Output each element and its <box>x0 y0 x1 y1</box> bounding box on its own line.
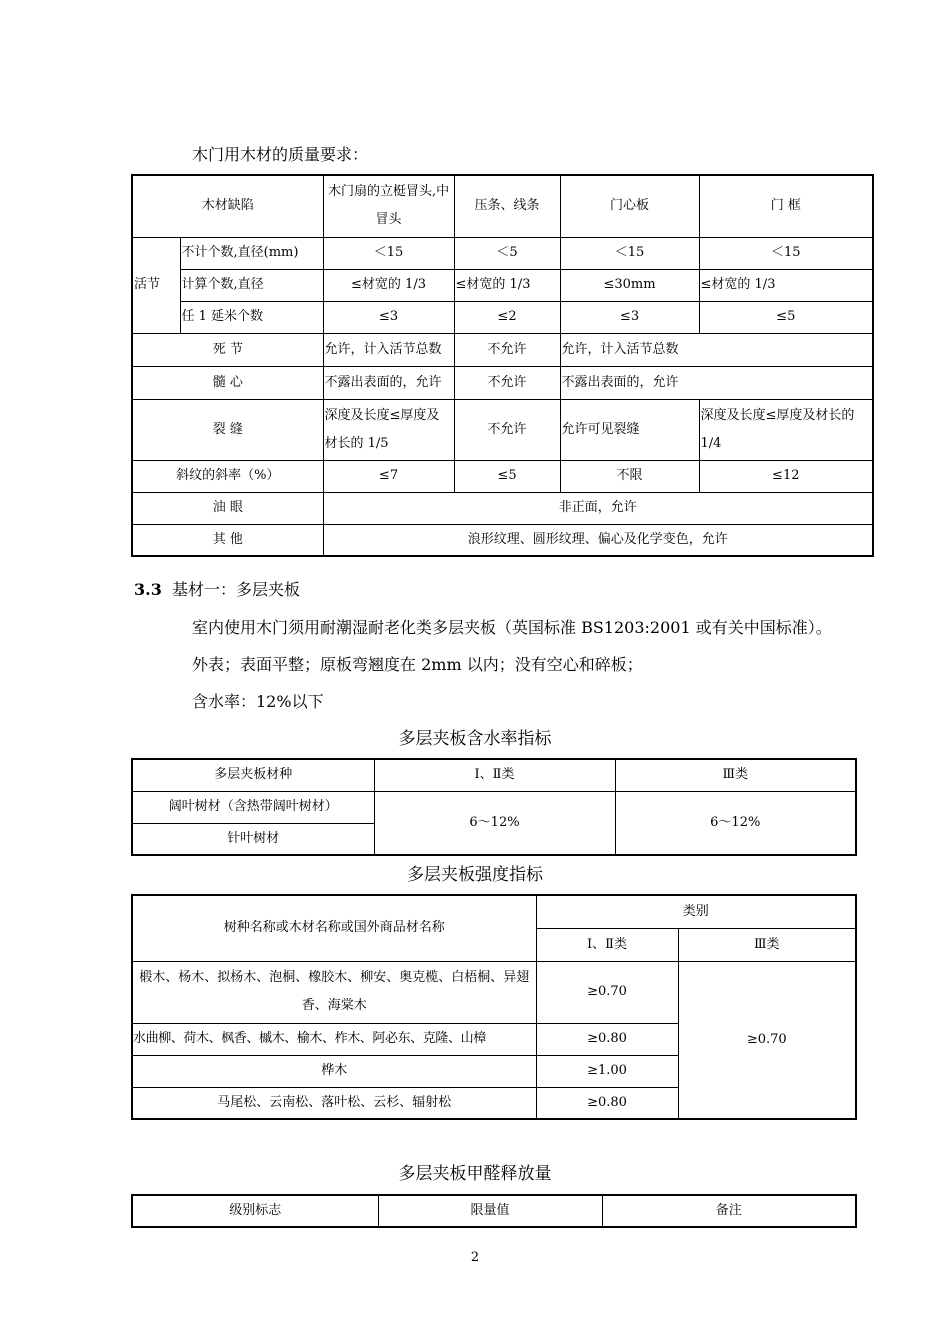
cell: ≤5 <box>454 460 560 492</box>
wood-quality-table <box>131 174 874 557</box>
header-class-3: Ⅲ类 <box>615 759 856 791</box>
cell: 深度及长度≤厚度及材长的 1/5 <box>323 399 454 460</box>
row-species: 桦木 <box>132 1055 536 1087</box>
cell: 浪形纹理、圆形纹理、偏心及化学变色，允许 <box>323 524 873 556</box>
section-title: 基材一：多层夹板 <box>172 580 301 599</box>
header-class-1-2: Ⅰ、Ⅱ类 <box>374 759 615 791</box>
cell: ＜15 <box>699 237 873 269</box>
live-knot-label: 活节 <box>132 237 180 333</box>
row-per-meter-label: 任 1 延米个数 <box>180 301 323 333</box>
row-species: 水曲柳、荷木、枫香、槭木、榆木、柞木、阿必东、克隆、山樟 <box>132 1023 536 1055</box>
row-slope-label: 斜纹的斜率（%） <box>132 460 323 492</box>
header-limit: 限量值 <box>378 1195 602 1227</box>
row-softwood: 针叶树材 <box>132 823 374 855</box>
strength-table-caption: 多层夹板强度指标 <box>407 865 543 885</box>
row-counted-label: 计算个数,直径 <box>180 269 323 301</box>
header-panel: 门心板 <box>560 175 699 237</box>
cell: ≤3 <box>560 301 699 333</box>
header-bead: 压条、线条 <box>454 175 560 237</box>
cell: 允许可见裂缝 <box>560 399 699 460</box>
cell: 不允许 <box>454 366 560 399</box>
cell: 允许，计入活节总数 <box>323 333 454 366</box>
cell: 不露出表面的，允许 <box>560 366 873 399</box>
cell: ≤7 <box>323 460 454 492</box>
cell: ≤12 <box>699 460 873 492</box>
cell: ≤材宽的 1/3 <box>699 269 873 301</box>
intro-title: 木门用木材的质量要求： <box>192 145 369 164</box>
cell: ≥0.80 <box>536 1087 678 1119</box>
cell: 不允许 <box>454 399 560 460</box>
cell: ≤材宽的 1/3 <box>323 269 454 301</box>
header-species-name: 树种名称或木材名称或国外商品材名称 <box>132 895 536 961</box>
row-dead-knot-label: 死 节 <box>132 333 323 366</box>
cell: 深度及长度≤厚度及材长的 1/4 <box>699 399 873 460</box>
row-species: 马尾松、云南松、落叶松、云杉、辐射松 <box>132 1087 536 1119</box>
cell: ≥1.00 <box>536 1055 678 1087</box>
moisture-table <box>131 758 857 856</box>
cell: ≤30mm <box>560 269 699 301</box>
paragraph: 室内使用木门须用耐潮湿耐老化类多层夹板（英国标准 BS1203:2001 或有关中国标准）。 <box>192 618 832 637</box>
row-crack-label: 裂 缝 <box>132 399 323 460</box>
cell: 6～12% <box>374 791 615 855</box>
row-other-label: 其 他 <box>132 524 323 556</box>
strength-table <box>131 894 857 1120</box>
paragraph: 含水率：12%以下 <box>192 692 324 711</box>
row-hardwood: 阔叶树材（含热带阔叶树材） <box>132 791 374 823</box>
paragraph: 外表；表面平整；原板弯翘度在 2mm 以内；没有空心和碎板； <box>192 655 643 674</box>
cell: ≤材宽的 1/3 <box>454 269 560 301</box>
cell: ＜15 <box>323 237 454 269</box>
cell: ＜15 <box>560 237 699 269</box>
header-class-1-2: Ⅰ、Ⅱ类 <box>536 928 678 961</box>
cell: 允许，计入活节总数 <box>560 333 873 366</box>
cell: ＜5 <box>454 237 560 269</box>
cell: ≤5 <box>699 301 873 333</box>
moisture-table-caption: 多层夹板含水率指标 <box>398 729 552 749</box>
cell: 不允许 <box>454 333 560 366</box>
header-frame: 门 框 <box>699 175 873 237</box>
header-defect: 木材缺陷 <box>132 175 323 237</box>
section-number: 3.3 <box>134 580 162 599</box>
formaldehyde-table-caption: 多层夹板甲醛释放量 <box>398 1164 552 1184</box>
formaldehyde-table <box>131 1194 857 1228</box>
header-species: 多层夹板材种 <box>132 759 374 791</box>
cell: ≥0.70 <box>678 961 856 1119</box>
page-number: 2 <box>470 1250 480 1265</box>
row-pith-label: 髓 心 <box>132 366 323 399</box>
cell: 非正面，允许 <box>323 492 873 524</box>
header-grade: 级别标志 <box>132 1195 378 1227</box>
header-class-3: Ⅲ类 <box>678 928 856 961</box>
cell: 6～12% <box>615 791 856 855</box>
header-stile-rail: 木门扇的立梃冒头,中冒头 <box>323 175 454 237</box>
cell: ≤3 <box>323 301 454 333</box>
cell: 不限 <box>560 460 699 492</box>
header-category: 类别 <box>536 895 856 928</box>
row-oil-label: 油 眼 <box>132 492 323 524</box>
header-remark: 备注 <box>602 1195 856 1227</box>
cell: ≤2 <box>454 301 560 333</box>
row-uncounted-label: 不计个数,直径(mm) <box>180 237 323 269</box>
cell: ≥0.80 <box>536 1023 678 1055</box>
cell: ≥0.70 <box>536 961 678 1023</box>
cell: 不露出表面的，允许 <box>323 366 454 399</box>
row-species: 椴木、杨木、拟杨木、泡桐、橡胶木、柳安、奥克榄、白梧桐、异翅香、海棠木 <box>132 961 536 1023</box>
section-heading <box>134 578 300 602</box>
